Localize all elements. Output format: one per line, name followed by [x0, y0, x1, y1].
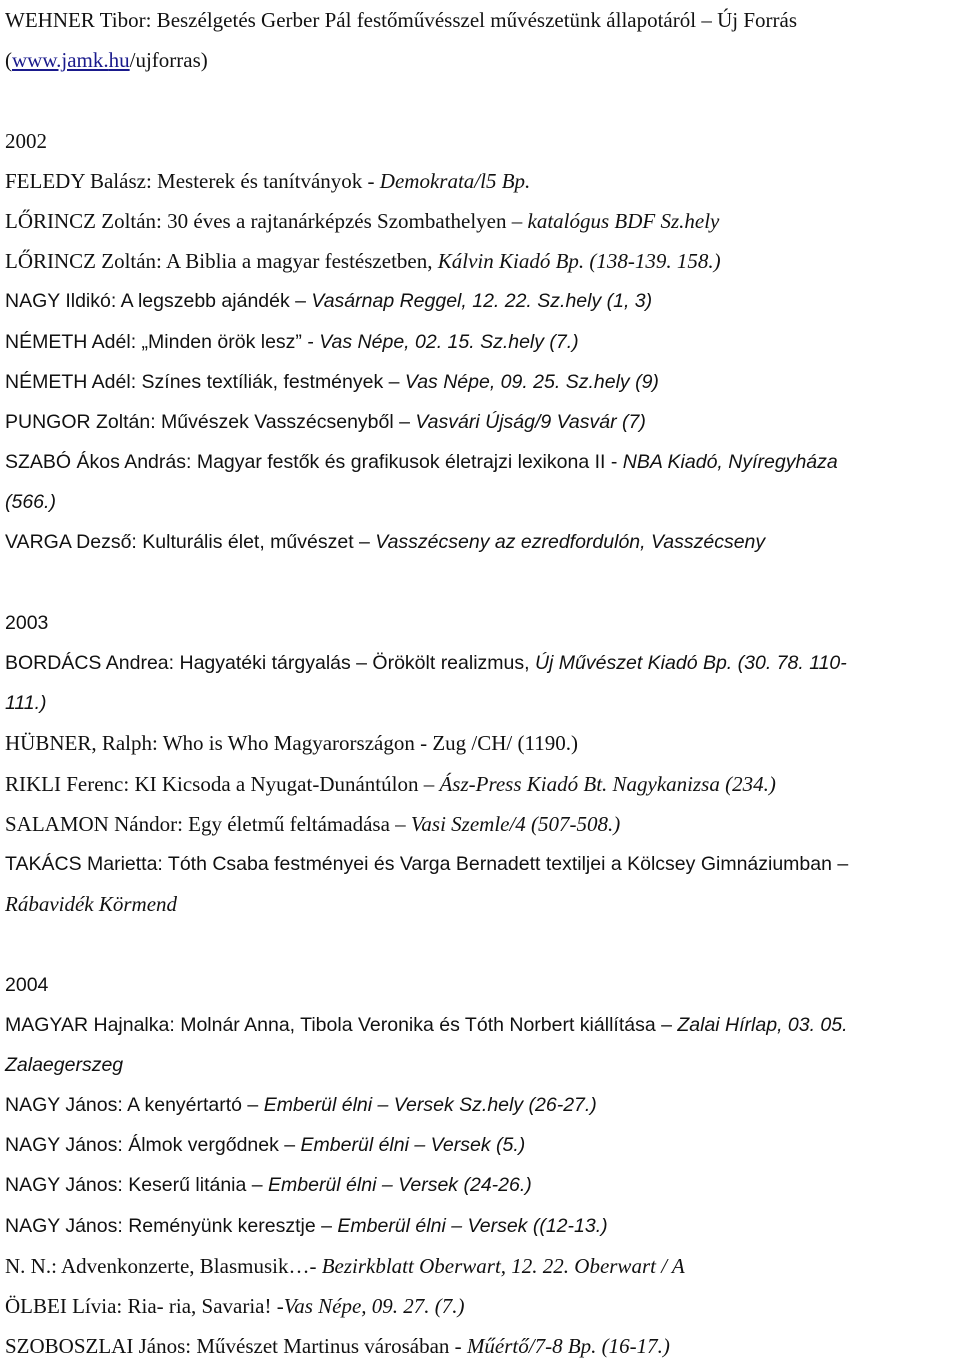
year-label: 2002 — [5, 128, 47, 153]
entry-source: Vasszécseny az ezredfordulón, Vasszécseny — [375, 531, 766, 554]
entry-author-title: NAGY János: Keserű litánia – — [5, 1174, 269, 1197]
entry-source: Emberül élni – Versek (5.) — [300, 1134, 526, 1157]
bibliography-entry — [5, 281, 960, 321]
bibliography-entry — [5, 844, 960, 884]
entry-source: Vasi Szemle/4 (507-508.) — [410, 811, 621, 836]
url-rest: /ujforras) — [129, 48, 208, 73]
bibliography-entry-continuation — [5, 482, 960, 522]
entry-source: Kálvin Kiadó Bp. (138-139. 158.) — [437, 249, 721, 274]
year-label: 2003 — [5, 611, 49, 634]
entry-author-title: LŐRINCZ Zoltán: A Biblia a magyar festészetben, — [5, 249, 438, 274]
entry-source: 111.) — [5, 692, 47, 715]
entry-author-title: NÉMETH Adél: Színes textíliák, festmények – — [5, 370, 405, 393]
bibliography-entry-continuation — [5, 884, 960, 924]
entry-source: Vasárnap Reggel, 12. 22. Sz.hely (1, 3) — [311, 290, 653, 313]
entry-author-title: FELEDY Balász: Mesterek és tanítványok - — [5, 168, 380, 193]
bibliography-entry — [5, 643, 960, 683]
entry-source: Vas Népe, 09. 27. (7.) — [283, 1294, 465, 1318]
hu-link[interactable]: hu — [108, 48, 130, 73]
spacer — [5, 924, 960, 964]
entry-source: Vas Népe, 02. 15. Sz.hely (7.) — [319, 330, 579, 353]
year-label: 2004 — [5, 973, 49, 996]
entry-author-title: TAKÁCS Marietta: Tóth Csaba festményei és Varga Bernadett textiljei a Kölcsey Gimnáziumban – — [5, 852, 849, 875]
bibliography-entry — [5, 1165, 960, 1205]
year-heading-2002 — [5, 121, 960, 161]
jamk-link[interactable]: www.jamk. — [12, 48, 109, 73]
entry-author-title: NAGY Ildikó: A legszebb ajándék – — [5, 290, 312, 313]
entry-author-title: NAGY János: A kenyértartó – — [5, 1094, 264, 1117]
bibliography-entry-continuation — [5, 40, 960, 80]
entry-source: katalógus BDF Sz.hely — [527, 208, 720, 233]
entry-author-title: NAGY János: Reményünk keresztje – — [5, 1214, 338, 1237]
entry-source: Zalaegerszeg — [5, 1053, 124, 1076]
bibliography-entry — [5, 764, 960, 804]
entry-text: WEHNER Tibor: Beszélgetés Gerber Pál festőművésszel művészetünk állapotáról – Új Forrás — [5, 8, 797, 32]
bibliography-entry — [5, 723, 960, 763]
bibliography-entry — [5, 1246, 960, 1286]
entry-author-title: VARGA Dezső: Kulturális élet, művészet – — [5, 531, 376, 554]
bibliography-entry — [5, 1206, 960, 1246]
entry-source: NBA Kiadó, Nyíregyháza — [622, 451, 838, 474]
year-heading-2004 — [5, 965, 960, 1005]
entry-author-title: BORDÁCS Andrea: Hagyatéki tárgyalás – Örökölt realizmus, — [5, 652, 535, 674]
entry-author-title: RIKLI Ferenc: KI Kicsoda a Nyugat-Dunántúlon – — [5, 771, 440, 796]
entry-source: Vas Népe, 09. 25. Sz.hely (9) — [404, 370, 659, 393]
bibliography-entry — [5, 402, 960, 442]
paren-open: ( — [5, 48, 12, 73]
entry-source: Emberül élni – Versek Sz.hely (26-27.) — [263, 1094, 597, 1117]
entry-author-title: PUNGOR Zoltán: Művészek Vasszécsenyből – — [5, 410, 416, 433]
bibliography-entry — [5, 241, 960, 281]
entry-author-title: NÉMETH Adél: „Minden örök lesz” - — [5, 330, 320, 353]
entry-author-title: NAGY János: Álmok vergődnek – — [5, 1134, 301, 1157]
entry-source: (566.) — [5, 491, 56, 514]
bibliography-entry — [5, 161, 960, 201]
bibliography-entry — [5, 1005, 960, 1045]
entry-source: Ász-Press Kiadó Bt. Nagykanizsa (234.) — [439, 771, 776, 796]
entry-source: Műértő/7-8 Bp. (16-17.) — [466, 1334, 670, 1359]
bibliography-entry — [5, 0, 960, 40]
entry-source: Új Művészet Kiadó Bp. (30. 78. 110- — [534, 652, 847, 674]
bibliography-entry — [5, 322, 960, 362]
bibliography-entry — [5, 1085, 960, 1125]
year-heading-2003 — [5, 603, 960, 643]
entry-author-title: N. N.: Advenkonzerte, Blasmusik…- — [5, 1253, 322, 1278]
bibliography-entry-continuation — [5, 683, 960, 723]
entry-source: Vasvári Újság/9 Vasvár (7) — [415, 410, 646, 433]
bibliography-entry — [5, 362, 960, 402]
entry-source: Rábavidék Körmend — [5, 892, 178, 917]
spacer — [5, 563, 960, 603]
entry-author-title: LŐRINCZ Zoltán: 30 éves a rajtanárképzés Szombathelyen – — [5, 208, 528, 233]
entry-author-title: ÖLBEI Lívia: Ria- ria, Savaria! - — [5, 1294, 284, 1318]
entry-source: Demokrata/l5 Bp. — [379, 168, 531, 193]
entry-author-title: SZOBOSZLAI János: Művészet Martinus városában - — [5, 1334, 467, 1359]
entry-author-title: SZABÓ Ákos András: Magyar festők és grafikusok életrajzi lexikona II - — [5, 451, 623, 474]
bibliography-page — [5, 0, 960, 1366]
entry-author-title: SALAMON Nándor: Egy életmű feltámadása – — [5, 811, 411, 836]
bibliography-entry — [5, 201, 960, 241]
bibliography-entry — [5, 522, 960, 562]
bibliography-entry — [5, 804, 960, 844]
bibliography-entry — [5, 1286, 960, 1326]
bibliography-entry — [5, 1125, 960, 1165]
entry-source: Emberül élni – Versek (24-26.) — [268, 1174, 532, 1197]
entry-source: Emberül élni – Versek ((12-13.) — [337, 1214, 608, 1237]
entry-author-title: MAGYAR Hajnalka: Molnár Anna, Tibola Veronika és Tóth Norbert kiállítása – — [5, 1013, 678, 1036]
bibliography-entry-continuation — [5, 1045, 960, 1085]
entry-author-title: HÜBNER, Ralph: Who is Who Magyarországon - Zug /CH/ (1190.) — [5, 731, 578, 756]
bibliography-entry — [5, 442, 960, 482]
entry-source: Bezirkblatt Oberwart, 12. 22. Oberwart / A — [321, 1253, 685, 1278]
bibliography-entry — [5, 1326, 960, 1366]
spacer — [5, 80, 960, 120]
entry-source: Zalai Hírlap, 03. 05. — [677, 1013, 848, 1036]
